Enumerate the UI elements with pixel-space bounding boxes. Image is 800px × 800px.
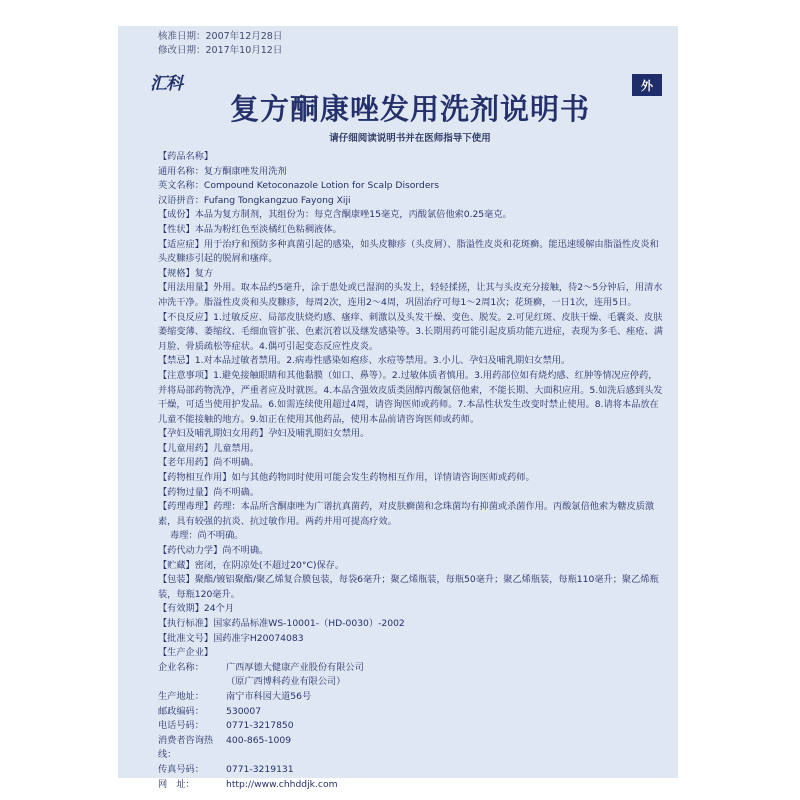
- company-address-label: 生产地址：: [158, 690, 204, 702]
- company-address-row: [158, 690, 666, 705]
- brand-logo: 汇科: [150, 74, 182, 94]
- generic-name: 通用名称：复方酮康唑发用洗剂: [158, 165, 287, 177]
- company-name-value: 广西厚德大健康产业股份有限公司: [226, 661, 364, 673]
- document-title: 复方酮康唑发用洗剂说明书: [229, 92, 590, 126]
- english-name: 英文名称：Compound Ketoconazole Lotion for Scalp Disorders: [158, 180, 440, 192]
- manufacturer-heading: 【生产企业】: [158, 647, 214, 659]
- contraindications: 【禁忌】1.对本品过敏者禁用。2.病毒性感染如疱疹、水痘等禁用。3.小儿、孕妇及哺乳期妇女禁用。: [158, 355, 571, 367]
- approval-date: 核准日期：2007年12月28日: [158, 31, 283, 42]
- drug-name-heading: 【药品名称】: [158, 151, 214, 162]
- toxicity: 毒理：尚不明确。: [170, 530, 244, 542]
- company-website-value: http://www.chhddjk.com: [226, 778, 338, 790]
- company-fax-row: [158, 763, 666, 778]
- drug-interactions: 【药物相互作用】如与其他药物同时使用可能会发生药物相互作用，详情请咨询医师或药师。: [158, 472, 535, 484]
- company-address-value: 南宁市科园大道56号: [226, 690, 312, 702]
- specification: 【规格】复方: [158, 267, 214, 279]
- external-use-badge: 外: [632, 74, 662, 96]
- company-name-row: [158, 661, 666, 676]
- pregnancy-use: 【孕妇及哺乳期妇女用药】孕妇及哺乳期妇女禁用。: [158, 428, 370, 440]
- company-postcode-value: 530007: [226, 705, 262, 717]
- company-phone-label: 电话号码：: [158, 720, 204, 732]
- company-postcode-label: 邮政编码：: [158, 705, 204, 717]
- company-website-row: [158, 778, 666, 793]
- company-website-label: 网 址：: [158, 778, 195, 790]
- company-former-name-value: （原广西博科药业有限公司）: [226, 676, 346, 688]
- dosage: 【用法用量】外用。取本品约5毫升，涂于患处或已湿润的头发上，轻轻揉搓，让其与头皮充分接触，待2～5分钟后，用清水冲洗干净。脂溢性皮炎和头皮糠疹，每周2次，连用2～4周，巩固治疗可每1～2周1次；花斑癣，一日1次，连用5日。: [158, 282, 663, 308]
- company-hotline-label: 消费者咨询热线：: [158, 734, 214, 761]
- pediatric-use: 【儿童用药】儿童禁用。: [158, 442, 260, 454]
- leaflet-content: [158, 150, 666, 792]
- company-postcode-row: [158, 705, 666, 720]
- approval-number: 【批准文号】国药准字H20074083: [158, 632, 304, 644]
- pinyin-name: 汉语拼音：Fufang Tongkangzuo Fayong Xiji: [158, 194, 351, 206]
- pharmacology-toxicology: 【药理毒理】药理：本品所含酮康唑为广谱抗真菌药，对皮肤癣菌和念珠菌均有抑菌或杀菌作用。丙酸氯倍他索为糖皮质激素，具有较强的抗炎、抗过敏作用。两药并用可提高疗效。: [158, 501, 655, 527]
- geriatric-use: 【老年用药】尚不明确。: [158, 457, 260, 469]
- ingredients: 【成份】本品为复方制剂，其组份为：每克含酮康唑15毫克，丙酸氯倍他索0.25毫克。: [158, 209, 512, 221]
- appearance: 【性状】本品为粉红色至淡橘红色粘稠液体。: [158, 223, 342, 235]
- storage: 【贮藏】密闭，在阴凉处(不超过20°C)保存。: [158, 559, 345, 571]
- revision-date: 修改日期：2017年10月12日: [158, 45, 283, 56]
- indications: 【适应症】用于治疗和预防多种真菌引起的感染，如头皮糠疹（头皮屑）、脂溢性皮炎和花斑癣。能迅速缓解由脂溢性皮炎和头皮糠疹引起的脱屑和瘙痒。: [158, 238, 659, 265]
- company-hotline-row: [158, 734, 666, 763]
- company-former-name-row: [158, 675, 666, 690]
- company-fax-value: 0771-3219131: [226, 763, 294, 775]
- company-hotline-value: 400-865-1009: [226, 734, 292, 746]
- adverse-reactions: 【不良反应】1.过敏反应、局部皮肤烧灼感、瘙痒、刺激以及头发干燥、变色、脱发。2.可见红斑、皮肤干燥、毛囊炎、皮肤萎缩变薄、萎缩纹、毛细血管扩张、色素沉着以及继发感染等。3.长期用药可能引起皮质功能亢进症，表现为多毛、痤疮、满月脸、骨质疏松等症状。4.偶可引起变态反应性皮炎。: [158, 311, 663, 352]
- company-fax-label: 传真号码：: [158, 763, 204, 775]
- packaging: 【包装】聚酯/镀铝聚酯/聚乙烯复合膜包装，每袋6毫升；聚乙烯瓶装，每瓶50毫升；聚乙烯瓶装，每瓶110毫升；聚乙烯瓶装，每瓶120毫升。: [158, 574, 659, 600]
- document-subtitle: 请仔细阅读说明书并在医师指导下使用: [329, 133, 491, 144]
- company-name-label: 企业名称：: [158, 661, 204, 673]
- pharmacokinetics: 【药代动力学】尚不明确。: [158, 545, 269, 557]
- standard: 【执行标准】国家药品标准WS-10001-（HD-0030）-2002: [158, 618, 405, 629]
- overdose: 【药物过量】尚不明确。: [158, 486, 260, 498]
- company-former-name-label: [158, 675, 226, 690]
- company-phone-value: 0771-3217850: [226, 720, 294, 732]
- validity: 【有效期】24个月: [158, 603, 235, 615]
- dates-block: [158, 30, 282, 58]
- precautions: 【注意事项】1.避免接触眼睛和其他黏膜（如口、鼻等）。2.过敏体质者慎用。3.用药部位如有烧灼感、红肿等情况应停药，并将局部药物洗净，严重者应及时就医。4.本品含强效皮质类固醇丙酸氯倍他索，不能长期、大面积应用。5.如洗后感到头发干燥，可适当使用护发品。6.如需连续使用超过4周，请咨询医师或药师。7.本品性状发生改变时禁止使用。8.请将本品放在儿童不能接触的地方。9.如正在使用其他药品，使用本品前请咨询医师或药师。: [158, 369, 663, 425]
- company-phone-row: [158, 719, 666, 734]
